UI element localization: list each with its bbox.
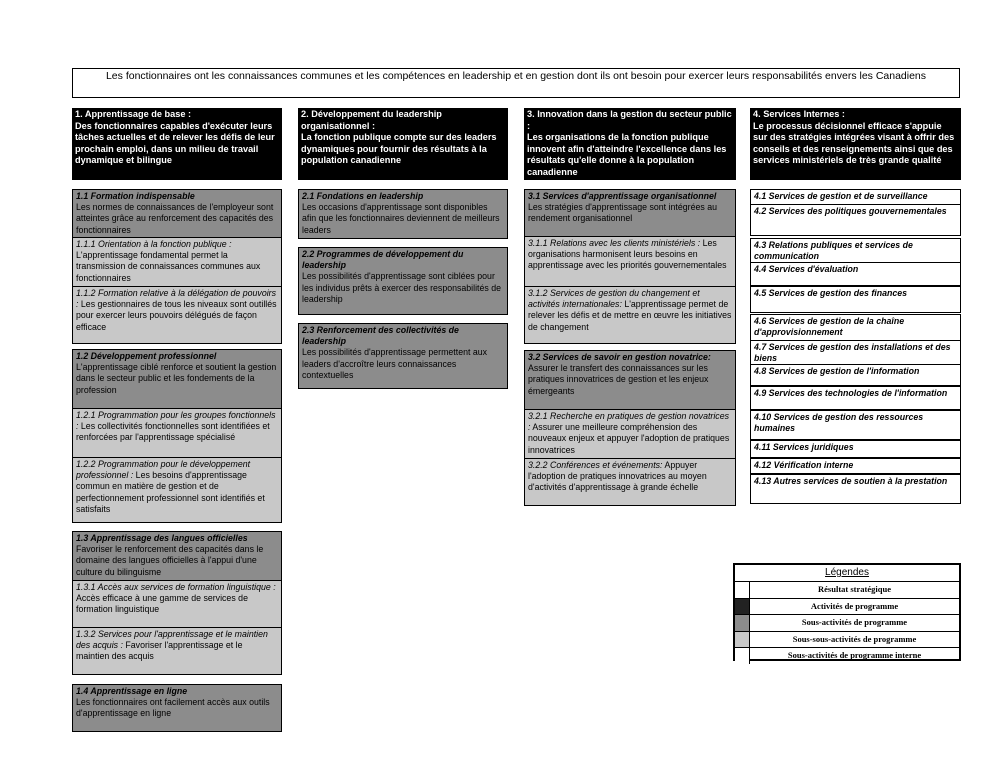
legend-row xyxy=(735,581,959,598)
sub-sub-activity-title: 1.1.1 Orientation à la fonction publique : xyxy=(76,239,232,249)
sub-sub-activity-3-1-2 xyxy=(524,286,736,344)
sub-activity-text: Les stratégies d'apprentissage sont intégrées au rendement organisationnel xyxy=(528,202,717,224)
internal-service-4-5 xyxy=(750,286,961,313)
program-2-text: La fonction publique compte sur des leaders dynamiques pour fournir des résultats à la population canadienne xyxy=(301,132,497,166)
internal-service-4-10 xyxy=(750,410,961,440)
sub-sub-activity-title: 3.1.2 Services de gestion du changement et activités internationales: xyxy=(528,288,700,310)
program-4-text: Le processus décisionnel efficace s'appuie sur des stratégies intégrées visant à offrir des conseils et des renseignements ainsi que des services ministériels de très grande qualité xyxy=(753,120,955,166)
program-4-header xyxy=(750,108,961,180)
program-3-header xyxy=(524,108,736,180)
legend-swatch xyxy=(735,599,750,615)
legend-label: Sous-sous-activités de programme xyxy=(792,633,917,644)
internal-service-label: 4.10 Services de gestion des ressources humaines xyxy=(754,412,924,434)
legend-row xyxy=(735,647,959,664)
sub-activity-text: Assurer le transfert des connaissances sur les pratiques innovatrices de gestion et les enjeux émergeants xyxy=(528,363,709,396)
sub-sub-activity-3-2-2 xyxy=(524,458,736,506)
sub-sub-activity-title: 1.3.1 Accès aux services de formation linguistique : xyxy=(76,582,276,592)
internal-service-4-3 xyxy=(750,238,961,263)
sub-activity-title: 1.3 Apprentissage des langues officielles xyxy=(76,533,248,543)
sub-sub-activity-text: L'apprentissage fondamental permet la transmission de connaissances communes aux fonctionnaires xyxy=(76,250,261,283)
program-1-header xyxy=(72,108,282,180)
legend-title: Légendes xyxy=(825,567,869,578)
sub-sub-activity-title: 1.1.2 Formation relative à la délégation de pouvoirs : xyxy=(76,288,277,310)
sub-sub-activity-1-3-1 xyxy=(72,580,282,628)
sub-activity-1-2 xyxy=(72,349,282,409)
sub-sub-activity-1-1-1 xyxy=(72,237,282,287)
sub-sub-activity-title: 3.2.2 Conférences et événements: xyxy=(528,460,663,470)
legend-swatch xyxy=(735,648,750,664)
internal-service-4-8 xyxy=(750,364,961,386)
sub-sub-activity-1-2-1 xyxy=(72,408,282,458)
program-4-title: 4. Services Internes : xyxy=(753,109,845,119)
sub-sub-activity-title: 3.1.1 Relations avec les clients ministériels : xyxy=(528,238,701,248)
internal-service-label: 4.4 Services d'évaluation xyxy=(754,264,859,274)
sub-activity-title: 1.4 Apprentissage en ligne xyxy=(76,686,188,696)
legend-swatch xyxy=(735,615,750,631)
legend-row xyxy=(735,598,959,615)
sub-sub-activity-text: Les organisations harmonisent leurs besoins en apprentissage avec les priorités gouvernementales xyxy=(528,238,727,271)
internal-service-4-4 xyxy=(750,262,961,286)
internal-service-label: 4.1 Services de gestion et de surveillance xyxy=(754,191,928,201)
legend-row xyxy=(735,631,959,648)
sub-sub-activity-3-2-1 xyxy=(524,409,736,459)
sub-sub-activity-title: 1.2.1 Programmation pour les groupes fonctionnels : xyxy=(76,410,276,432)
sub-activity-1-1 xyxy=(72,189,282,238)
legend-label: Activités de programme xyxy=(810,600,899,611)
sub-sub-activity-1-2-2 xyxy=(72,457,282,523)
sub-activity-text: Les possibilités d'apprentissage sont ciblées pour les individus prêts à exercer des responsabilités de leadership xyxy=(302,271,502,304)
sub-activity-title: 1.2 Développement professionnel xyxy=(76,351,217,361)
sub-sub-activity-text: L'apprentissage permet de relever les défis et de mettre en œuvre les initiatives de changement xyxy=(528,299,732,332)
program-1-text: Des fonctionnaires capables d'exécuter leurs tâches actuelles et de relever les défis de leur prochain emploi, dans un milieu de travail dynamique et bilingue xyxy=(75,120,275,166)
internal-service-label: 4.7 Services de gestion des installations et des biens xyxy=(754,342,951,364)
sub-activity-3-2 xyxy=(524,350,736,410)
sub-activity-1-4 xyxy=(72,684,282,732)
internal-service-label: 4.9 Services des technologies de l'information xyxy=(754,388,948,398)
internal-service-4-9 xyxy=(750,386,961,410)
sub-activity-text: Les occasions d'apprentissage sont disponibles afin que les fonctionnaires deviennent de meilleurs leaders xyxy=(302,202,500,235)
legend-row xyxy=(735,614,959,631)
sub-activity-1-3 xyxy=(72,531,282,581)
internal-service-4-6 xyxy=(750,314,961,341)
sub-activity-title: 3.2 Services de savoir en gestion novatrice: xyxy=(528,352,711,362)
strategic-outcome-text: Les fonctionnaires ont les connaissances communes et les compétences en leadership et en gestion dont ils ont besoin pour exercer leurs responsabilités envers les Canadiens xyxy=(105,70,927,82)
legend xyxy=(733,563,961,661)
internal-service-4-2 xyxy=(750,204,961,236)
internal-service-4-1 xyxy=(750,189,961,205)
program-3-text: Les organisations de la fonction publique innovent afin d'atteindre l'excellence dans les résultats qu'elle donne à la population canadienne xyxy=(527,132,727,177)
sub-sub-activity-3-1-1 xyxy=(524,236,736,287)
sub-sub-activity-text: Assurer une meilleure compréhension des nouveaux enjeux et appuyer l'adoption de pratiques innovatrices xyxy=(528,422,730,455)
sub-sub-activity-text: Appuyer l'adoption de pratiques innovatrices au moyen d'activités d'apprentissage à grande échelle xyxy=(528,460,707,493)
internal-service-label: 4.5 Services de gestion des finances xyxy=(754,288,908,298)
legend-swatch xyxy=(735,582,750,598)
legend-swatch xyxy=(735,632,750,648)
internal-service-label: 4.8 Services de gestion de l'information xyxy=(754,366,920,376)
sub-sub-activity-text: Les collectivités fonctionnelles sont identifiées et renforcées par l'apprentissage spécialisé xyxy=(76,421,270,443)
internal-service-label: 4.13 Autres services de soutien à la prestation xyxy=(754,476,948,486)
sub-activity-2-2 xyxy=(298,247,508,315)
sub-sub-activity-title: 1.3.2 Services pour l'apprentissage et le maintien des acquis : xyxy=(76,629,268,651)
internal-service-4-13 xyxy=(750,474,961,504)
program-2-title: 2. Développement du leadership organisationnel : xyxy=(301,109,442,131)
legend-label: Sous-activités de programme interne xyxy=(787,650,922,660)
sub-activity-title: 3.1 Services d'apprentissage organisationnel xyxy=(528,191,717,201)
sub-activity-text: Les normes de connaissances de l'employeur sont atteintes grâce au renforcement des capacités des fonctionnaires xyxy=(76,202,274,235)
program-2-header xyxy=(298,108,508,180)
sub-activity-title: 2.1 Fondations en leadership xyxy=(302,191,424,201)
internal-service-label: 4.2 Services des politiques gouvernementales xyxy=(754,206,947,216)
internal-service-label: 4.12 Vérification interne xyxy=(754,460,854,470)
internal-service-label: 4.3 Relations publiques et services de communication xyxy=(754,240,913,262)
sub-sub-activity-text: Favoriser l'apprentissage et le maintien des acquis xyxy=(76,640,243,662)
sub-activity-text: L'apprentissage ciblé renforce et soutient la gestion dans le secteur public et les fondements de la profession xyxy=(76,362,277,395)
sub-activity-title: 2.3 Renforcement des collectivités de leadership xyxy=(302,325,459,347)
sub-sub-activity-title: 3.2.1 Recherche en pratiques de gestion novatrices : xyxy=(528,411,729,433)
sub-sub-activity-text: Accès efficace à une gamme de services de formation linguistique xyxy=(76,593,248,615)
sub-activity-3-1 xyxy=(524,189,736,237)
sub-sub-activity-text: Les gestionnaires de tous les niveaux sont outillés pour exercer leurs pouvoirs délégués de façon efficace xyxy=(76,299,277,332)
program-3-title: 3. Innovation dans la gestion du secteur public : xyxy=(527,109,732,131)
sub-activity-text: Favoriser le renforcement des capacités dans le domaine des langues officielles à l'appui d'une culture du bilinguisme xyxy=(76,544,264,577)
sub-sub-activity-title: 1.2.2 Programmation pour le développement professionnel : xyxy=(76,459,251,481)
legend-label: Résultat stratégique xyxy=(818,584,891,594)
sub-activity-text: Les fonctionnaires ont facilement accès aux outils d'apprentissage en ligne xyxy=(76,697,270,719)
program-1-title: 1. Apprentissage de base : xyxy=(75,109,192,119)
legend-label: Sous-activités de programme xyxy=(801,617,908,627)
sub-activity-2-3 xyxy=(298,323,508,389)
sub-activity-title: 1.1 Formation indispensable xyxy=(76,191,195,201)
internal-service-4-12 xyxy=(750,458,961,474)
strategic-outcome-box xyxy=(72,68,960,98)
sub-sub-activity-text: Les besoins d'apprentissage commun en matière de gestion et de perfectionnement professionnel sont identifiés et satisfaits xyxy=(76,470,265,514)
internal-service-label: 4.6 Services de gestion de la chaîne d'approvisionnement xyxy=(754,316,905,338)
internal-service-4-11 xyxy=(750,440,961,458)
sub-sub-activity-1-1-2 xyxy=(72,286,282,344)
internal-service-label: 4.11 Services juridiques xyxy=(754,442,854,452)
sub-sub-activity-1-3-2 xyxy=(72,627,282,675)
sub-activity-2-1 xyxy=(298,189,508,239)
internal-service-4-7 xyxy=(750,340,961,365)
sub-activity-text: Les possibilités d'apprentissage permettent aux leaders d'accroître leurs connaissances contextuelles xyxy=(302,347,488,380)
sub-activity-title: 2.2 Programmes de développement du leadership xyxy=(302,249,464,271)
